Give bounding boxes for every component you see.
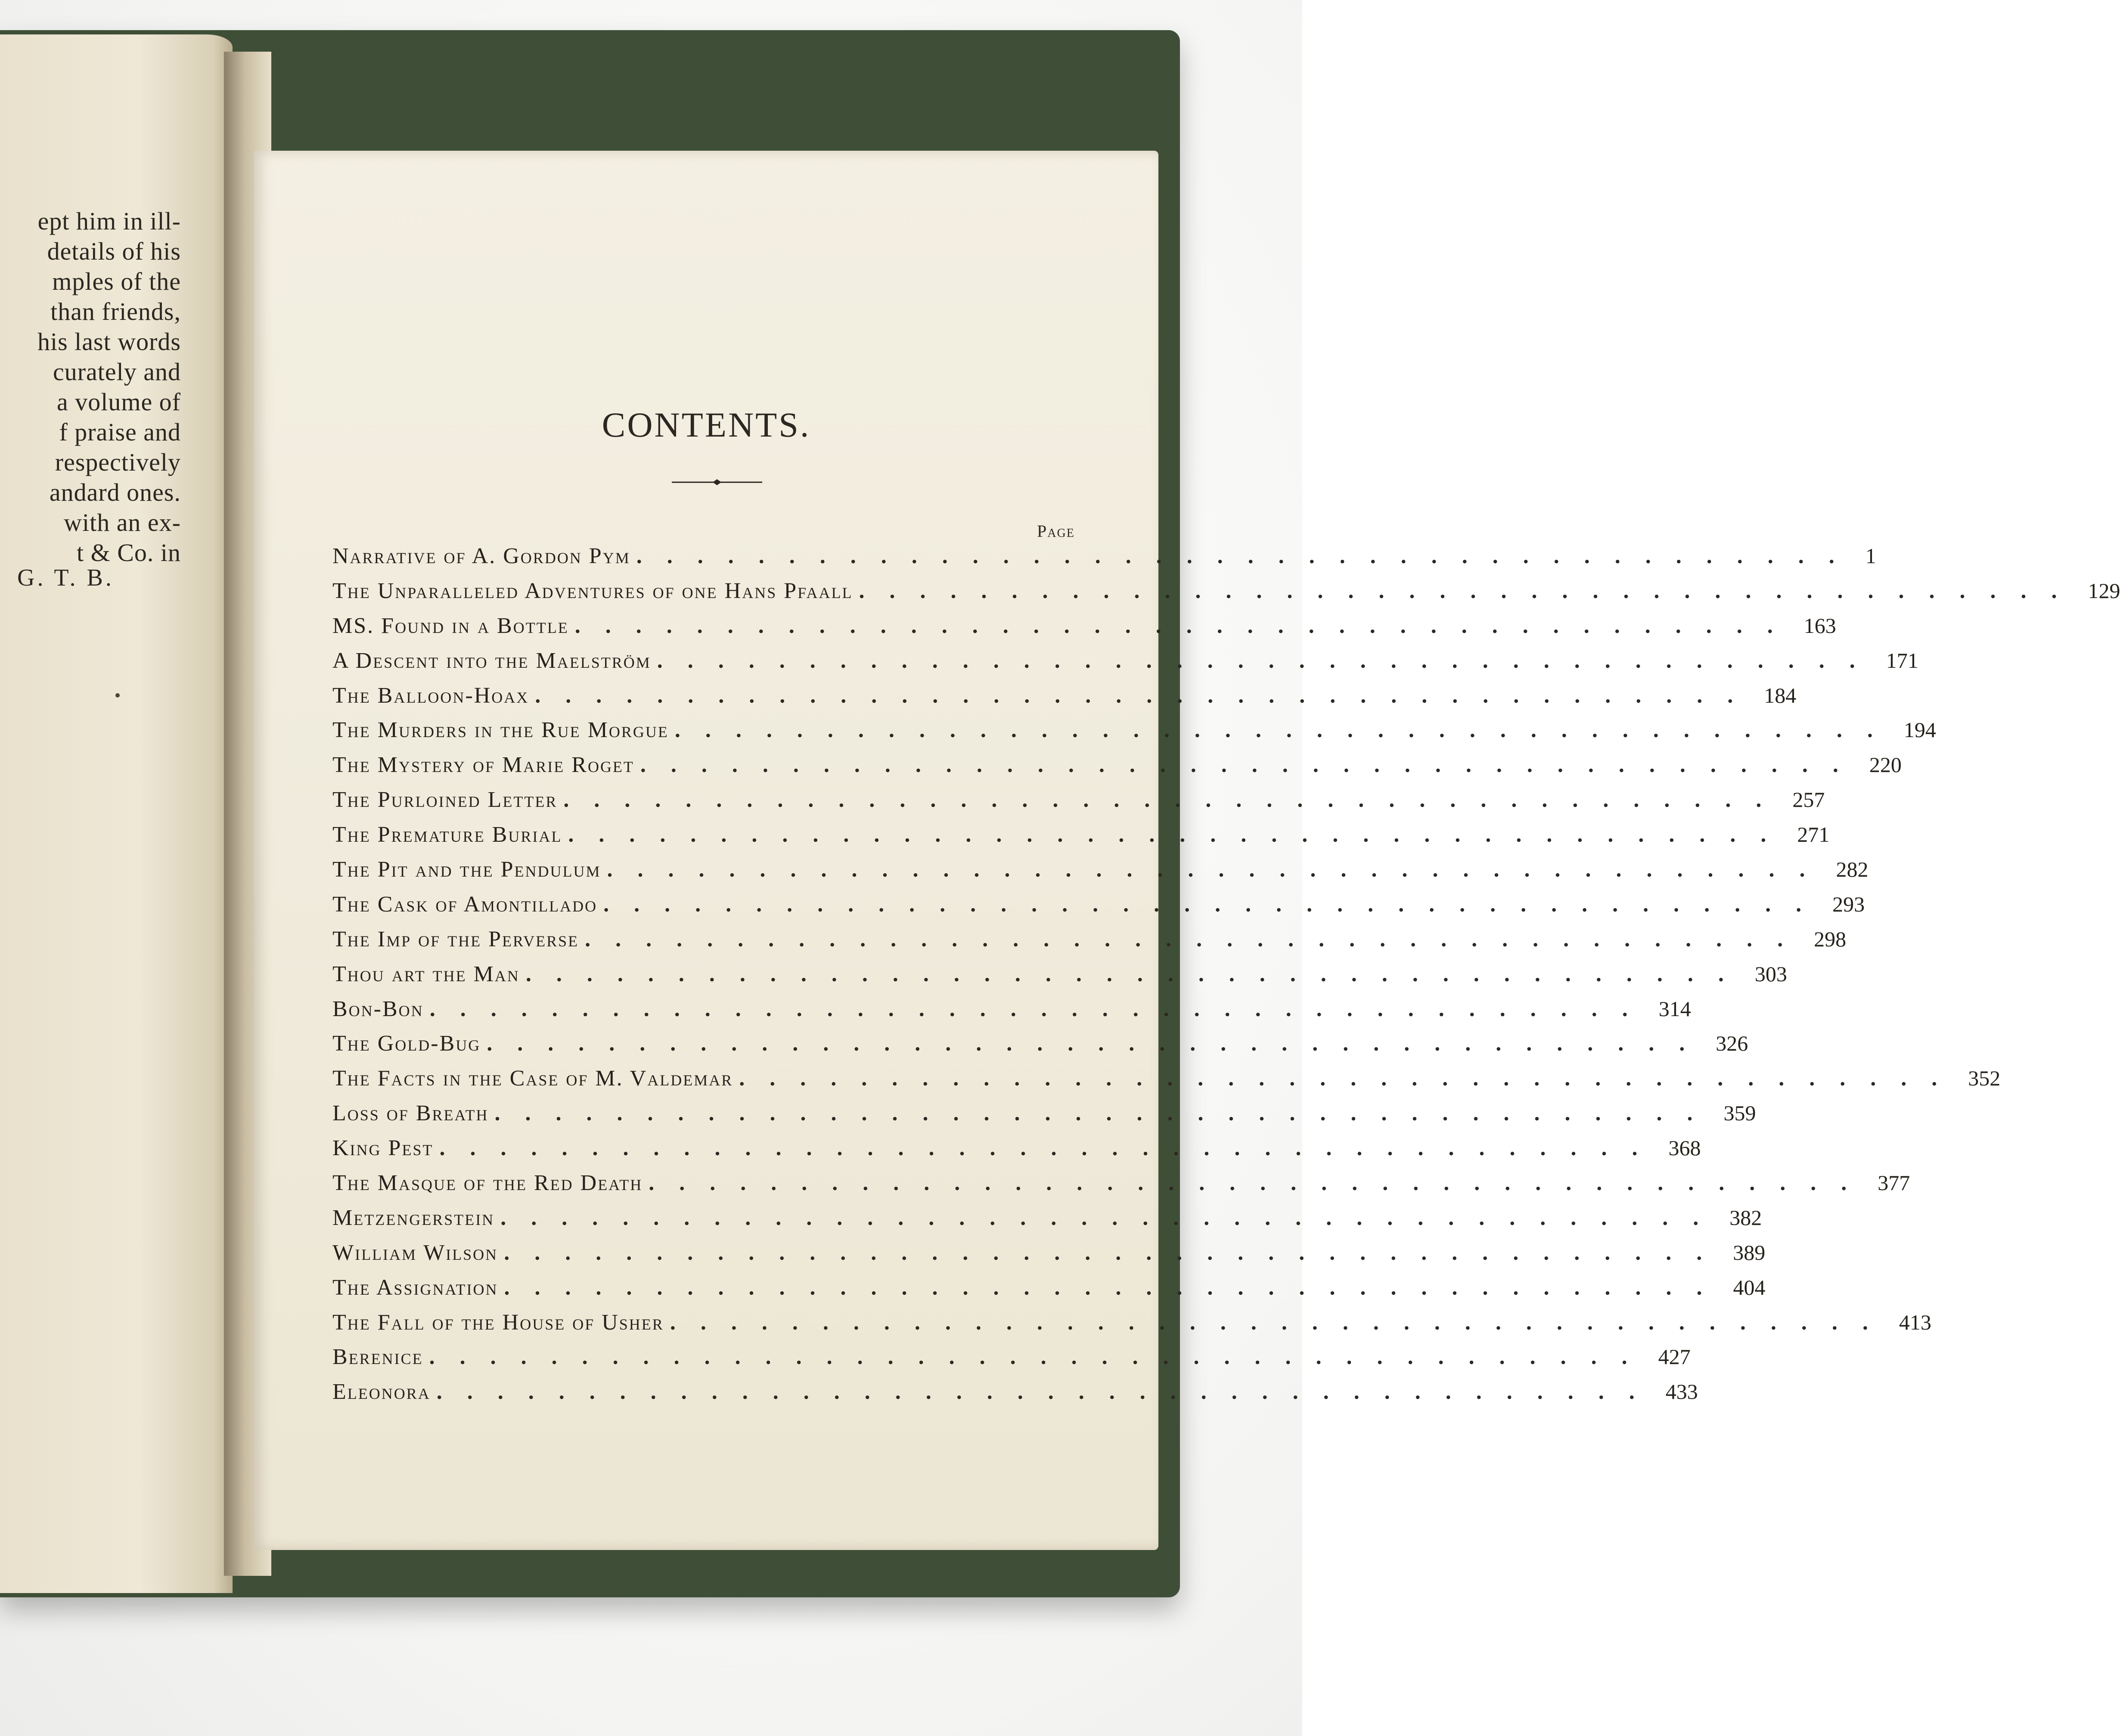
- toc-dot-leader: ........................................: [649, 1171, 1872, 1196]
- toc-entry-page: 129: [2088, 578, 2120, 603]
- toc-dot-leader: ........................................: [525, 961, 1749, 986]
- toc-dot-leader: ........................................: [504, 1240, 1727, 1265]
- toc-entry-page: 220: [1869, 753, 1902, 777]
- toc-dot-leader: ........................................: [429, 996, 1653, 1021]
- toc-entry-page: 298: [1814, 927, 1847, 951]
- toc-entry-title: The Imp of the Perverse: [332, 927, 579, 952]
- toc-dot-leader: ........................................: [607, 857, 1830, 882]
- toc-entry: [332, 1310, 1931, 1345]
- toc-entry-page: 326: [1716, 1031, 1748, 1056]
- toc-entry-page: 293: [1832, 892, 1865, 916]
- toc-entry-title: Berenice: [332, 1345, 423, 1370]
- toc-entry-title: The Unparalleled Adventures of one Hans Pfaall: [332, 578, 853, 603]
- toc-entry-page: 314: [1658, 996, 1691, 1021]
- toc-dot-leader: ........................................: [670, 1310, 1893, 1335]
- toc-entry: [332, 1135, 1701, 1170]
- toc-entry-page: 171: [1886, 648, 1918, 673]
- toc-entry-page: 163: [1803, 613, 1836, 638]
- left-page-line: with an ex-: [64, 508, 181, 536]
- toc-dot-leader: ........................................: [494, 1101, 1718, 1126]
- toc-entry-title: The Fall of the House of Usher: [332, 1310, 664, 1335]
- toc-entry: [332, 717, 1936, 752]
- toc-entry-page: 389: [1733, 1240, 1766, 1265]
- toc-dot-leader: ........................................: [504, 1275, 1727, 1300]
- toc-entry-page: 303: [1754, 961, 1787, 986]
- toc-entry: [332, 1275, 1766, 1310]
- toc-entry: [332, 683, 1797, 718]
- toc-entry: [332, 752, 1902, 787]
- ink-dot: [115, 693, 120, 698]
- left-page-line: f praise and: [59, 418, 181, 446]
- toc-dot-leader: ........................................: [859, 578, 2082, 603]
- toc-entry: [332, 1379, 1698, 1414]
- toc-entry: [332, 543, 1876, 578]
- left-page-line: than friends,: [50, 298, 181, 326]
- toc-entry-title: The Facts in the Case of M. Valdemar: [332, 1066, 733, 1091]
- left-page-line: respectively: [55, 448, 181, 476]
- toc-dot-leader: ........................................: [574, 613, 1798, 638]
- toc-entry-title: A Descent into the Maelström: [332, 648, 651, 673]
- toc-entry: [332, 613, 1836, 648]
- toc-entry-title: The Gold-Bug: [332, 1031, 481, 1056]
- toc-dot-leader: ........................................: [487, 1031, 1710, 1056]
- author-initials: G. T. B.: [17, 564, 114, 591]
- toc-entry-page: 413: [1899, 1310, 1931, 1334]
- toc-entry: [332, 1344, 1691, 1379]
- toc-entry-page: 1: [1865, 544, 1876, 568]
- toc-entry-page: 282: [1836, 857, 1869, 882]
- toc-entry: [332, 927, 1847, 961]
- left-page-line: andard ones.: [49, 478, 181, 506]
- page-column-label: Page: [1037, 521, 1075, 541]
- toc-entry-title: The Pit and the Pendulum: [332, 857, 601, 882]
- toc-entry-page: 404: [1733, 1275, 1766, 1299]
- left-page-line: t & Co. in: [76, 539, 181, 567]
- toc-entry-page: 359: [1723, 1101, 1756, 1125]
- toc-entry-page: 382: [1729, 1205, 1762, 1230]
- toc-entry: [332, 578, 2120, 613]
- page-title: CONTENTS.: [602, 405, 811, 444]
- left-page: [0, 34, 233, 1593]
- toc-entry-page: 257: [1792, 787, 1825, 812]
- toc-dot-leader: ........................................: [535, 683, 1758, 708]
- toc-entry-title: Thou art the Man: [332, 961, 520, 986]
- toc-entry: [332, 822, 1830, 857]
- toc-entry-title: Bon-Bon: [332, 996, 424, 1021]
- left-page-line: ept him in ill-: [37, 207, 181, 235]
- toc-entry-title: The Masque of the Red Death: [332, 1171, 643, 1196]
- toc-dot-leader: ........................................: [429, 1345, 1652, 1370]
- toc-dot-leader: ........................................: [603, 892, 1827, 917]
- toc-entry: [332, 892, 1865, 927]
- toc-entry-title: Narrative of A. Gordon Pym: [332, 544, 630, 568]
- toc-entry-title: The Premature Burial: [332, 822, 562, 847]
- left-page-line: mples of the: [52, 267, 181, 295]
- toc-entry: [332, 1205, 1762, 1240]
- toc-dot-leader: ........................................: [674, 718, 1898, 743]
- toc-dot-leader: ........................................: [439, 1136, 1663, 1161]
- table-of-contents: [332, 543, 2120, 1414]
- toc-entry: [332, 648, 1918, 683]
- toc-dot-leader: ........................................: [739, 1066, 1962, 1091]
- toc-entry-page: 271: [1797, 822, 1830, 847]
- toc-entry-title: The Cask of Amontillado: [332, 892, 598, 917]
- toc-entry-title: William Wilson: [332, 1240, 498, 1265]
- toc-dot-leader: ........................................: [636, 544, 1859, 568]
- toc-entry: [332, 1170, 1910, 1205]
- toc-entry: [332, 787, 1825, 822]
- toc-entry-title: The Balloon-Hoax: [332, 683, 529, 708]
- toc-entry-title: Loss of Breath: [332, 1101, 489, 1126]
- toc-entry-title: MS. Found in a Bottle: [332, 613, 569, 638]
- toc-entry-page: 427: [1658, 1345, 1691, 1369]
- toc-entry-title: Eleonora: [332, 1380, 431, 1404]
- toc-entry: [332, 961, 1787, 996]
- left-page-line: his last words: [37, 328, 181, 356]
- toc-entry-title: King Pest: [332, 1136, 434, 1161]
- left-page-line: curately and: [53, 358, 181, 386]
- left-page-line: a volume of: [56, 388, 181, 416]
- toc-dot-leader: ........................................: [657, 648, 1880, 673]
- toc-entry-page: 368: [1668, 1136, 1701, 1160]
- toc-entry-title: The Mystery of Marie Roget: [332, 753, 634, 778]
- toc-entry-title: The Purloined Letter: [332, 787, 558, 812]
- toc-entry: [332, 1031, 1748, 1066]
- toc-entry-page: 377: [1878, 1171, 1910, 1195]
- ornament-divider-icon: [672, 478, 762, 487]
- toc-entry: [332, 1066, 2001, 1100]
- toc-entry: [332, 1240, 1766, 1275]
- toc-dot-leader: ........................................: [640, 753, 1863, 778]
- toc-dot-leader: ........................................: [568, 822, 1791, 847]
- toc-entry-title: The Assignation: [332, 1275, 498, 1300]
- toc-entry-title: Metzengerstein: [332, 1205, 495, 1230]
- toc-entry: [332, 996, 1691, 1031]
- toc-entry-title: The Murders in the Rue Morgue: [332, 718, 669, 743]
- toc-dot-leader: ........................................: [436, 1380, 1660, 1404]
- toc-entry-page: 352: [1968, 1066, 2001, 1091]
- toc-entry-page: 184: [1764, 683, 1797, 707]
- toc-dot-leader: ........................................: [500, 1205, 1724, 1230]
- toc-entry: [332, 857, 1869, 892]
- toc-dot-leader: ........................................: [585, 927, 1808, 952]
- toc-entry-page: 433: [1665, 1380, 1698, 1404]
- toc-dot-leader: ........................................: [563, 787, 1787, 812]
- left-page-line: details of his: [47, 237, 181, 265]
- toc-entry: [332, 1100, 1756, 1135]
- toc-entry-page: 194: [1903, 718, 1936, 742]
